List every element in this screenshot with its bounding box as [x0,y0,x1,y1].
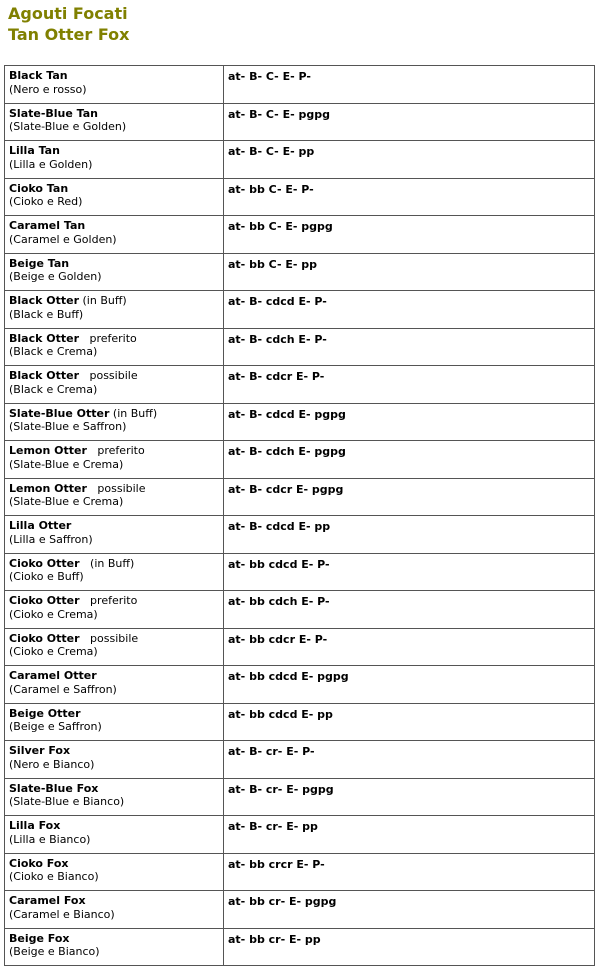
table-row [5,591,595,629]
variety-description: (Caramel e Saffron) [9,682,117,696]
variety-name: Caramel Tan [9,219,86,232]
variety-cell [5,328,224,366]
table-row [5,928,595,966]
table-row [5,741,595,779]
page-heading [8,3,129,45]
variety-cell [5,216,224,254]
variety-name: Beige Otter [9,706,81,720]
genotype-code: at- B- C- E- pgpg [224,103,595,141]
variety-description: (Lilla e Saffron) [9,532,93,546]
variety-note: preferito [79,594,138,607]
variety-note: (in Buff) [79,294,127,307]
variety-cell [5,103,224,141]
variety-description: (Beige e Saffron) [9,720,102,733]
variety-note: possibile [86,481,146,495]
table-row [5,703,595,741]
variety-cell [5,816,224,854]
variety-name: Caramel Fox [9,894,86,907]
variety-note: preferito [86,444,145,457]
genotype-code: at- B- cdcr E- P- [224,366,595,404]
genotype-code: at- B- cr- E- pp [224,816,595,854]
variety-name: Slate-Blue Otter [9,406,110,420]
genetics-table [4,65,595,966]
table-row [5,328,595,366]
variety-cell [5,178,224,216]
variety-description: (Beige e Golden) [9,270,102,283]
variety-name: Lemon Otter [9,444,87,457]
variety-description: (Beige e Bianco) [9,945,100,958]
variety-description: (Slate-Blue e Bianco) [9,795,125,808]
table-row [5,403,595,441]
variety-name: Lemon Otter [9,481,87,495]
variety-cell [5,66,224,104]
table-row [5,178,595,216]
table-row [5,666,595,704]
table-row [5,628,595,666]
variety-name: Cioko Fox [9,856,69,870]
genotype-code: at- bb C- E- P- [224,178,595,216]
variety-note: (in Buff) [109,406,158,420]
variety-cell [5,441,224,479]
table-row [5,216,595,254]
variety-cell [5,703,224,741]
table-row [5,103,595,141]
variety-cell [5,741,224,779]
genotype-code: at- B- cdcd E- pgpg [224,403,595,441]
variety-cell [5,553,224,591]
genotype-code: at- B- cdch E- pgpg [224,441,595,479]
variety-cell [5,891,224,929]
table-row [5,891,595,929]
variety-name: Cioko Otter [9,594,80,607]
variety-name: Black Tan [9,69,68,82]
genotype-code: at- B- cdcd E- P- [224,291,595,329]
genotype-code: at- bb cr- E- pp [224,928,595,966]
variety-cell [5,628,224,666]
genotype-code: at- B- cdcr E- pgpg [224,478,595,516]
variety-cell [5,853,224,891]
variety-description: (Black e Crema) [9,345,98,358]
genotype-code: at- bb cdcd E- pgpg [224,666,595,704]
table-row [5,553,595,591]
variety-name: Lilla Fox [9,819,61,832]
genotype-code: at- B- cdcd E- pp [224,516,595,554]
variety-name: Lilla Tan [9,144,60,157]
genotype-code: at- B- cr- E- P- [224,741,595,779]
variety-cell [5,291,224,329]
variety-description: (Cioko e Bianco) [9,870,99,883]
variety-description: (Slate-Blue e Golden) [9,120,127,133]
variety-cell [5,666,224,704]
table-row [5,478,595,516]
table-row [5,441,595,479]
genotype-code: at- bb C- E- pgpg [224,216,595,254]
variety-description: (Cioko e Crema) [9,645,98,658]
variety-description: (Slate-Blue e Crema) [9,457,124,471]
genotype-code: at- bb cdcr E- P- [224,628,595,666]
table-row [5,778,595,816]
variety-name: Cioko Otter [9,631,80,645]
variety-name: Slate-Blue Tan [9,106,99,120]
genotype-code: at- B- cr- E- pgpg [224,778,595,816]
variety-cell [5,591,224,629]
variety-name: Slate-Blue Fox [9,781,99,795]
variety-note: preferito [79,331,137,345]
variety-name: Black Otter [9,294,79,307]
variety-cell [5,366,224,404]
variety-cell [5,516,224,554]
genotype-code: at- bb C- E- pp [224,253,595,291]
table-row [5,816,595,854]
genotype-code: at- bb cr- E- pgpg [224,891,595,929]
variety-name: Black Otter [9,331,79,345]
variety-cell [5,478,224,516]
genotype-code: at- bb cdcd E- pp [224,703,595,741]
variety-description: (Lilla e Bianco) [9,832,91,846]
variety-description: (Slate-Blue e Saffron) [9,420,127,433]
heading-line-2: Tan Otter Fox [8,25,130,44]
variety-description: (Caramel e Bianco) [9,907,115,921]
variety-name: Black Otter [9,369,79,382]
table-row [5,141,595,179]
variety-name: Lilla Otter [9,519,72,532]
genotype-code: at- B- C- E- P- [224,66,595,104]
variety-description: (Slate-Blue e Crema) [9,495,124,508]
table-row [5,253,595,291]
genotype-code: at- B- cdch E- P- [224,328,595,366]
variety-description: (Lilla e Golden) [9,157,93,171]
variety-description: (Nero e rosso) [9,82,87,96]
variety-note: possibile [79,369,138,382]
variety-cell [5,928,224,966]
variety-name: Cioko Tan [9,181,69,195]
variety-description: (Cioko e Red) [9,195,83,208]
genotype-code: at- bb cdch E- P- [224,591,595,629]
variety-name: Silver Fox [9,744,71,757]
variety-cell [5,778,224,816]
genotype-code: at- bb crcr E- P- [224,853,595,891]
table-row [5,291,595,329]
heading-line-1: Agouti Focati [8,4,128,23]
variety-description: (Nero e Bianco) [9,757,95,771]
genotype-code: at- bb cdcd E- P- [224,553,595,591]
variety-name: Beige Fox [9,931,70,945]
genotype-code: at- B- C- E- pp [224,141,595,179]
table-row [5,66,595,104]
variety-description: (Caramel e Golden) [9,232,117,246]
table-row [5,853,595,891]
variety-description: (Cioko e Crema) [9,607,98,621]
variety-note: (in Buff) [79,556,135,570]
table-row [5,516,595,554]
variety-name: Caramel Otter [9,669,97,682]
variety-cell [5,253,224,291]
table-row [5,366,595,404]
variety-cell [5,141,224,179]
variety-description: (Black e Buff) [9,307,84,321]
variety-note: possibile [79,631,139,645]
variety-description: (Black e Crema) [9,382,98,396]
variety-description: (Cioko e Buff) [9,570,84,583]
variety-name: Beige Tan [9,256,70,270]
variety-cell [5,403,224,441]
variety-name: Cioko Otter [9,556,80,570]
